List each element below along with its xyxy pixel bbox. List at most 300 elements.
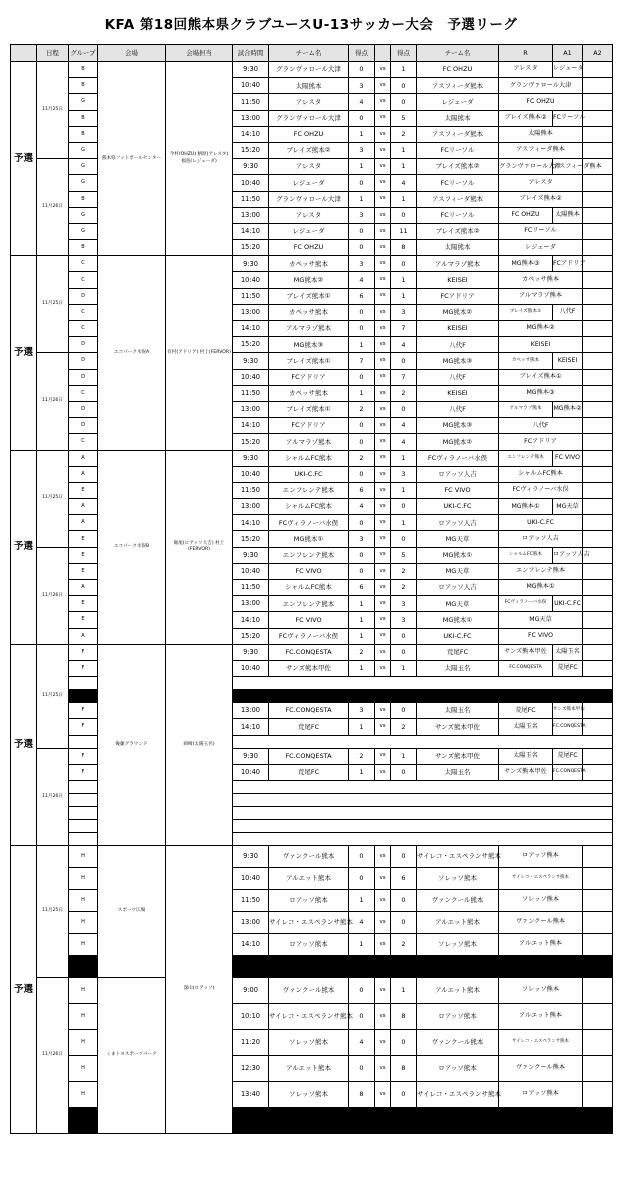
away-team: ソレッソ熊本 xyxy=(417,933,499,955)
away-team: FCリーソル xyxy=(417,175,499,191)
referee: アレスタ xyxy=(499,175,583,191)
empty-official-cell xyxy=(583,288,613,304)
group-cell: C xyxy=(69,304,98,320)
home-team: ヴァンクール熊本 xyxy=(269,977,349,1003)
away-team: サイレコ・エスペランサ熊本 xyxy=(417,1081,499,1107)
home-score: 3 xyxy=(349,142,375,158)
referee: レジェーダ xyxy=(499,240,583,256)
kickoff-time: 9:00 xyxy=(233,977,269,1003)
group-cell: D xyxy=(69,401,98,417)
home-team: ブレイズ熊本② xyxy=(269,142,349,158)
header-away-score: 得点 xyxy=(391,45,417,62)
kickoff-time: 10:10 xyxy=(233,1003,269,1029)
empty-official-cell xyxy=(583,62,613,78)
referee: シャルムFC熊本 xyxy=(499,547,553,563)
match-date: 11月26日 xyxy=(37,353,69,450)
referee: FC.CONQESTA xyxy=(499,660,553,676)
home-team: ブレイズ熊本① xyxy=(269,353,349,369)
match-date: 11月25日 xyxy=(37,644,69,748)
empty-official-cell xyxy=(583,175,613,191)
home-team: アルマラゾ熊本 xyxy=(269,434,349,450)
vs-label: vs xyxy=(375,223,391,239)
referee: FCアドリア xyxy=(499,434,583,450)
home-score: 3 xyxy=(349,78,375,94)
group-cell: G xyxy=(69,159,98,175)
away-score: 2 xyxy=(391,580,417,596)
home-score: 2 xyxy=(349,450,375,466)
home-team: カペッサ熊本 xyxy=(269,256,349,272)
empty-cell xyxy=(233,793,613,806)
away-score: 3 xyxy=(391,304,417,320)
header-referee: R xyxy=(499,45,553,62)
away-score: 0 xyxy=(391,628,417,644)
match-row xyxy=(11,256,613,272)
group-cell: H xyxy=(69,867,98,889)
away-score: 0 xyxy=(391,78,417,94)
away-team: KEISEI xyxy=(417,272,499,288)
vs-label: vs xyxy=(375,159,391,175)
away-score: 1 xyxy=(391,515,417,531)
empty-official-cell xyxy=(583,466,613,482)
empty-official-cell xyxy=(583,337,613,353)
home-team: FC OHZU xyxy=(269,126,349,142)
group-cell: G xyxy=(69,207,98,223)
black-bar xyxy=(233,690,613,703)
schedule-table xyxy=(10,44,613,1134)
away-score: 2 xyxy=(391,563,417,579)
vs-label: vs xyxy=(375,353,391,369)
empty-official-cell xyxy=(583,304,613,320)
referee: ソレッソ熊本 xyxy=(499,889,583,911)
home-score: 1 xyxy=(349,764,375,780)
away-team: FCリーソル xyxy=(417,142,499,158)
away-team: 荒尾FC xyxy=(417,644,499,660)
group-cell: A xyxy=(69,450,98,466)
kickoff-time: 9:30 xyxy=(233,450,269,466)
kickoff-time: 14:10 xyxy=(233,321,269,337)
away-team: ヴァンクール熊本 xyxy=(417,1029,499,1055)
away-team: UKI-C.FC xyxy=(417,628,499,644)
home-score: 3 xyxy=(349,256,375,272)
referee: カペッサ熊本 xyxy=(499,272,583,288)
match-row xyxy=(11,644,613,660)
vs-label: vs xyxy=(375,703,391,719)
away-team: アスフィーダ熊本 xyxy=(417,191,499,207)
away-score: 0 xyxy=(391,845,417,867)
group-cell: G xyxy=(69,175,98,191)
home-score: 1 xyxy=(349,628,375,644)
group-cell: E xyxy=(69,596,98,612)
away-score: 7 xyxy=(391,369,417,385)
away-team: KEISEI xyxy=(417,385,499,401)
home-team: グランヴァロール大津 xyxy=(269,191,349,207)
black-bar xyxy=(233,1107,613,1133)
assistant-referee: アスフィーダ熊本 xyxy=(553,159,583,175)
group-cell: H xyxy=(69,933,98,955)
referee: ヴァンクール熊本 xyxy=(499,1055,583,1081)
assistant-referee: FC VIVO xyxy=(553,450,583,466)
away-score: 0 xyxy=(391,207,417,223)
home-score: 1 xyxy=(349,126,375,142)
group-cell: H xyxy=(69,1055,98,1081)
kickoff-time: 14:10 xyxy=(233,933,269,955)
kickoff-time: 10:40 xyxy=(233,563,269,579)
empty-official-cell xyxy=(583,94,613,110)
home-score: 4 xyxy=(349,499,375,515)
group-cell: A xyxy=(69,515,98,531)
kickoff-time: 14:10 xyxy=(233,612,269,628)
away-score: 0 xyxy=(391,1029,417,1055)
home-team: 太陽熊本 xyxy=(269,78,349,94)
home-team: カペッサ熊本 xyxy=(269,304,349,320)
kickoff-time: 14:10 xyxy=(233,223,269,239)
kickoff-time: 10:40 xyxy=(233,78,269,94)
home-score: 0 xyxy=(349,321,375,337)
kickoff-time: 9:30 xyxy=(233,62,269,78)
home-score: 0 xyxy=(349,466,375,482)
home-team: FCヴィラノーバ水俣 xyxy=(269,515,349,531)
empty-official-cell xyxy=(583,563,613,579)
match-date: 11月26日 xyxy=(37,159,69,256)
vs-label: vs xyxy=(375,845,391,867)
group-cell: G xyxy=(69,94,98,110)
home-score: 1 xyxy=(349,385,375,401)
home-score: 3 xyxy=(349,207,375,223)
empty-official-cell xyxy=(583,110,613,126)
home-score: 1 xyxy=(349,889,375,911)
referee: MG熊本① xyxy=(499,580,583,596)
header-row xyxy=(11,45,613,62)
vs-label: vs xyxy=(375,660,391,676)
assistant-referee: 太陽玉名 xyxy=(553,644,583,660)
home-team: アルエット熊本 xyxy=(269,867,349,889)
empty-official-cell xyxy=(583,703,613,719)
page-title: KFA 第18回熊本県クラブユースU-13サッカー大会 予選リーグ xyxy=(104,17,518,33)
home-score: 0 xyxy=(349,418,375,434)
vs-label: vs xyxy=(375,1029,391,1055)
home-score: 2 xyxy=(349,644,375,660)
referee: サイレコ・エスペランサ熊本 xyxy=(499,867,583,889)
empty-official-cell xyxy=(583,748,613,764)
away-score: 3 xyxy=(391,596,417,612)
referee: ブレイズ熊本② xyxy=(499,191,583,207)
home-team: レジェーダ xyxy=(269,175,349,191)
assistant-referee: FCアドリア xyxy=(553,256,583,272)
match-date: 11月25日 xyxy=(37,450,69,547)
home-score: 2 xyxy=(349,401,375,417)
home-score: 0 xyxy=(349,62,375,78)
group-cell: C xyxy=(69,434,98,450)
assistant-referee: KEISEI xyxy=(553,353,583,369)
home-team: ブレイズ熊本① xyxy=(269,288,349,304)
away-score: 0 xyxy=(391,764,417,780)
kickoff-time: 13:00 xyxy=(233,304,269,320)
home-team: FCアドリア xyxy=(269,369,349,385)
away-score: 0 xyxy=(391,889,417,911)
home-score: 1 xyxy=(349,612,375,628)
match-row xyxy=(11,845,613,867)
match-date: 11月25日 xyxy=(37,256,69,353)
away-team: FCヴィラノーバ水俣 xyxy=(417,450,499,466)
referee: エンフレンテ熊本 xyxy=(499,563,583,579)
kickoff-time: 14:10 xyxy=(233,515,269,531)
empty-official-cell xyxy=(583,764,613,780)
referee: MG熊本① xyxy=(499,499,553,515)
kickoff-time: 11:50 xyxy=(233,385,269,401)
vs-label: vs xyxy=(375,142,391,158)
venue-name: スポーツ広場 xyxy=(98,845,166,977)
assistant-referee: FC.CONQESTA xyxy=(553,719,583,735)
home-team: ソレッソ熊本 xyxy=(269,1081,349,1107)
away-team: MG熊本① xyxy=(417,547,499,563)
header-venue: 会場 xyxy=(98,45,166,62)
away-team: 八代F xyxy=(417,369,499,385)
header-time: 試合時間 xyxy=(233,45,269,62)
home-team: サイレコ・エスペランサ熊本 xyxy=(269,911,349,933)
group-cell xyxy=(69,955,98,977)
referee: MG熊本② xyxy=(499,321,583,337)
away-team: サンズ熊本甲佐 xyxy=(417,719,499,735)
away-score: 2 xyxy=(391,933,417,955)
referee: アスフィーダ熊本 xyxy=(499,142,583,158)
kickoff-time: 12:30 xyxy=(233,1055,269,1081)
vs-label: vs xyxy=(375,288,391,304)
assistant-referee: レジェーダ xyxy=(553,62,583,78)
referee: エンフレンテ熊本 xyxy=(499,450,553,466)
vs-label: vs xyxy=(375,337,391,353)
home-team: シャルムFC熊本 xyxy=(269,499,349,515)
home-score: 6 xyxy=(349,580,375,596)
away-score: 1 xyxy=(391,142,417,158)
kickoff-time: 9:30 xyxy=(233,353,269,369)
home-score: 0 xyxy=(349,110,375,126)
away-team: サイレコ・エスペランサ熊本 xyxy=(417,845,499,867)
vs-label: vs xyxy=(375,1055,391,1081)
empty-official-cell xyxy=(583,353,613,369)
kickoff-time: 10:40 xyxy=(233,272,269,288)
group-cell: H xyxy=(69,889,98,911)
away-score: 1 xyxy=(391,191,417,207)
home-team: MG熊本① xyxy=(269,531,349,547)
group-cell: H xyxy=(69,1003,98,1029)
vs-label: vs xyxy=(375,62,391,78)
vs-label: vs xyxy=(375,719,391,735)
home-score: 1 xyxy=(349,337,375,353)
match-date: 11月26日 xyxy=(37,547,69,644)
assistant-referee: MG天草 xyxy=(553,499,583,515)
away-score: 1 xyxy=(391,660,417,676)
away-team: ブレイズ熊本② xyxy=(417,223,499,239)
group-cell: D xyxy=(69,418,98,434)
kickoff-time: 13:00 xyxy=(233,207,269,223)
away-team: MG天草 xyxy=(417,563,499,579)
away-team: FCリーソル xyxy=(417,207,499,223)
empty-official-cell xyxy=(583,628,613,644)
referee: FC VIVO xyxy=(499,628,583,644)
vs-label: vs xyxy=(375,240,391,256)
home-score: 1 xyxy=(349,159,375,175)
away-team: MG熊本③ xyxy=(417,353,499,369)
referee: サンズ熊本甲佐 xyxy=(499,644,553,660)
empty-cell xyxy=(233,677,613,690)
away-score: 1 xyxy=(391,482,417,498)
group-cell: H xyxy=(69,911,98,933)
home-team: エンフレンテ熊本 xyxy=(269,547,349,563)
away-score: 3 xyxy=(391,612,417,628)
kickoff-time: 15:20 xyxy=(233,531,269,547)
header-assistant-2: A2 xyxy=(583,45,613,62)
away-team: レジェーダ xyxy=(417,94,499,110)
vs-label: vs xyxy=(375,175,391,191)
away-score: 0 xyxy=(391,911,417,933)
away-score: 8 xyxy=(391,240,417,256)
referee: FC OHZU xyxy=(499,207,553,223)
empty-official-cell xyxy=(583,207,613,223)
referee: カペッサ熊本 xyxy=(499,353,553,369)
group-cell: D xyxy=(69,353,98,369)
empty-cell xyxy=(233,819,613,832)
group-cell: H xyxy=(69,977,98,1003)
kickoff-time: 9:30 xyxy=(233,845,269,867)
home-team: FCヴィラノーバ水俣 xyxy=(269,628,349,644)
referee: グランヴァロール大津 xyxy=(499,159,553,175)
vs-label: vs xyxy=(375,612,391,628)
away-score: 1 xyxy=(391,272,417,288)
match-row xyxy=(11,977,613,1003)
home-team: アルエット熊本 xyxy=(269,1055,349,1081)
away-team: 太陽熊本 xyxy=(417,240,499,256)
empty-official-cell xyxy=(583,1003,613,1029)
empty-official-cell xyxy=(583,126,613,142)
away-score: 5 xyxy=(391,547,417,563)
home-score: 0 xyxy=(349,563,375,579)
referee: UKI-C.FC xyxy=(499,515,583,531)
assistant-referee: FCリーソル xyxy=(553,110,583,126)
referee: 太陽熊本 xyxy=(499,126,583,142)
away-score: 1 xyxy=(391,450,417,466)
referee: FCリーソル xyxy=(499,223,583,239)
group-cell xyxy=(69,690,98,703)
away-score: 2 xyxy=(391,719,417,735)
home-score: 0 xyxy=(349,1003,375,1029)
vs-label: vs xyxy=(375,401,391,417)
kickoff-time: 10:40 xyxy=(233,369,269,385)
empty-official-cell xyxy=(583,369,613,385)
kickoff-time: 15:20 xyxy=(233,434,269,450)
home-score: 7 xyxy=(349,353,375,369)
venue-name: 後藤グラウンド xyxy=(98,644,166,845)
vs-label: vs xyxy=(375,126,391,142)
away-score: 7 xyxy=(391,321,417,337)
empty-official-cell xyxy=(583,845,613,867)
referee: シャルムFC熊本 xyxy=(499,466,583,482)
vs-label: vs xyxy=(375,207,391,223)
home-team: FC.CONQESTA xyxy=(269,644,349,660)
kickoff-time: 13:00 xyxy=(233,703,269,719)
group-cell: A xyxy=(69,466,98,482)
group-cell: A xyxy=(69,499,98,515)
home-team: エンフレンテ熊本 xyxy=(269,596,349,612)
home-team: ブレイズ熊本① xyxy=(269,401,349,417)
away-score: 1 xyxy=(391,748,417,764)
away-team: 八代F xyxy=(417,337,499,353)
match-row xyxy=(11,450,613,466)
home-team: グランヴァロール大津 xyxy=(269,110,349,126)
home-score: 4 xyxy=(349,1029,375,1055)
home-team: サンズ熊本甲佐 xyxy=(269,660,349,676)
vs-label: vs xyxy=(375,764,391,780)
group-cell: D xyxy=(69,288,98,304)
vs-label: vs xyxy=(375,867,391,889)
kickoff-time: 13:00 xyxy=(233,110,269,126)
away-score: 0 xyxy=(391,644,417,660)
home-score: 4 xyxy=(349,272,375,288)
away-score: 8 xyxy=(391,1003,417,1029)
group-cell: B xyxy=(69,126,98,142)
assistant-referee: MG熊本② xyxy=(553,401,583,417)
assistant-referee: 荒尾FC xyxy=(553,748,583,764)
empty-official-cell xyxy=(583,272,613,288)
referee: サンズ熊本甲佐 xyxy=(499,764,553,780)
empty-cell xyxy=(233,832,613,845)
kickoff-time: 10:40 xyxy=(233,466,269,482)
home-score: 0 xyxy=(349,845,375,867)
away-score: 1 xyxy=(391,159,417,175)
home-score: 0 xyxy=(349,1055,375,1081)
kickoff-time: 13:00 xyxy=(233,596,269,612)
referee: KEISEI xyxy=(499,337,583,353)
home-score: 0 xyxy=(349,434,375,450)
vs-label: vs xyxy=(375,304,391,320)
kickoff-time: 10:40 xyxy=(233,175,269,191)
away-score: 5 xyxy=(391,110,417,126)
group-cell: C xyxy=(69,321,98,337)
referee: グランヴァロール大津 xyxy=(499,78,583,94)
away-team: MG熊本② xyxy=(417,304,499,320)
group-cell: B xyxy=(69,110,98,126)
away-team: 太陽熊本 xyxy=(417,110,499,126)
assistant-referee: 荒尾FC xyxy=(553,660,583,676)
away-team: ソレッソ熊本 xyxy=(417,867,499,889)
home-team: シャルムFC熊本 xyxy=(269,450,349,466)
kickoff-time: 9:30 xyxy=(233,644,269,660)
home-team: ヴァンクール熊本 xyxy=(269,845,349,867)
kickoff-time: 10:40 xyxy=(233,660,269,676)
group-cell: E xyxy=(69,482,98,498)
stage-label: 予選 xyxy=(11,450,37,644)
empty-official-cell xyxy=(583,385,613,401)
referee: ブレイズ熊本② xyxy=(499,110,553,126)
away-score: 4 xyxy=(391,337,417,353)
empty-official-cell xyxy=(583,418,613,434)
home-score: 1 xyxy=(349,719,375,735)
header-vs xyxy=(375,45,391,62)
empty-official-cell xyxy=(583,321,613,337)
home-team: アレスタ xyxy=(269,159,349,175)
empty-official-cell xyxy=(583,256,613,272)
away-score: 6 xyxy=(391,867,417,889)
vs-label: vs xyxy=(375,580,391,596)
group-cell xyxy=(69,735,98,748)
away-team: アルエット熊本 xyxy=(417,977,499,1003)
away-score: 1 xyxy=(391,977,417,1003)
vs-label: vs xyxy=(375,78,391,94)
empty-official-cell xyxy=(583,1055,613,1081)
kickoff-time: 11:50 xyxy=(233,288,269,304)
vs-label: vs xyxy=(375,418,391,434)
home-team: グランヴァロール大津 xyxy=(269,62,349,78)
group-cell xyxy=(69,832,98,845)
